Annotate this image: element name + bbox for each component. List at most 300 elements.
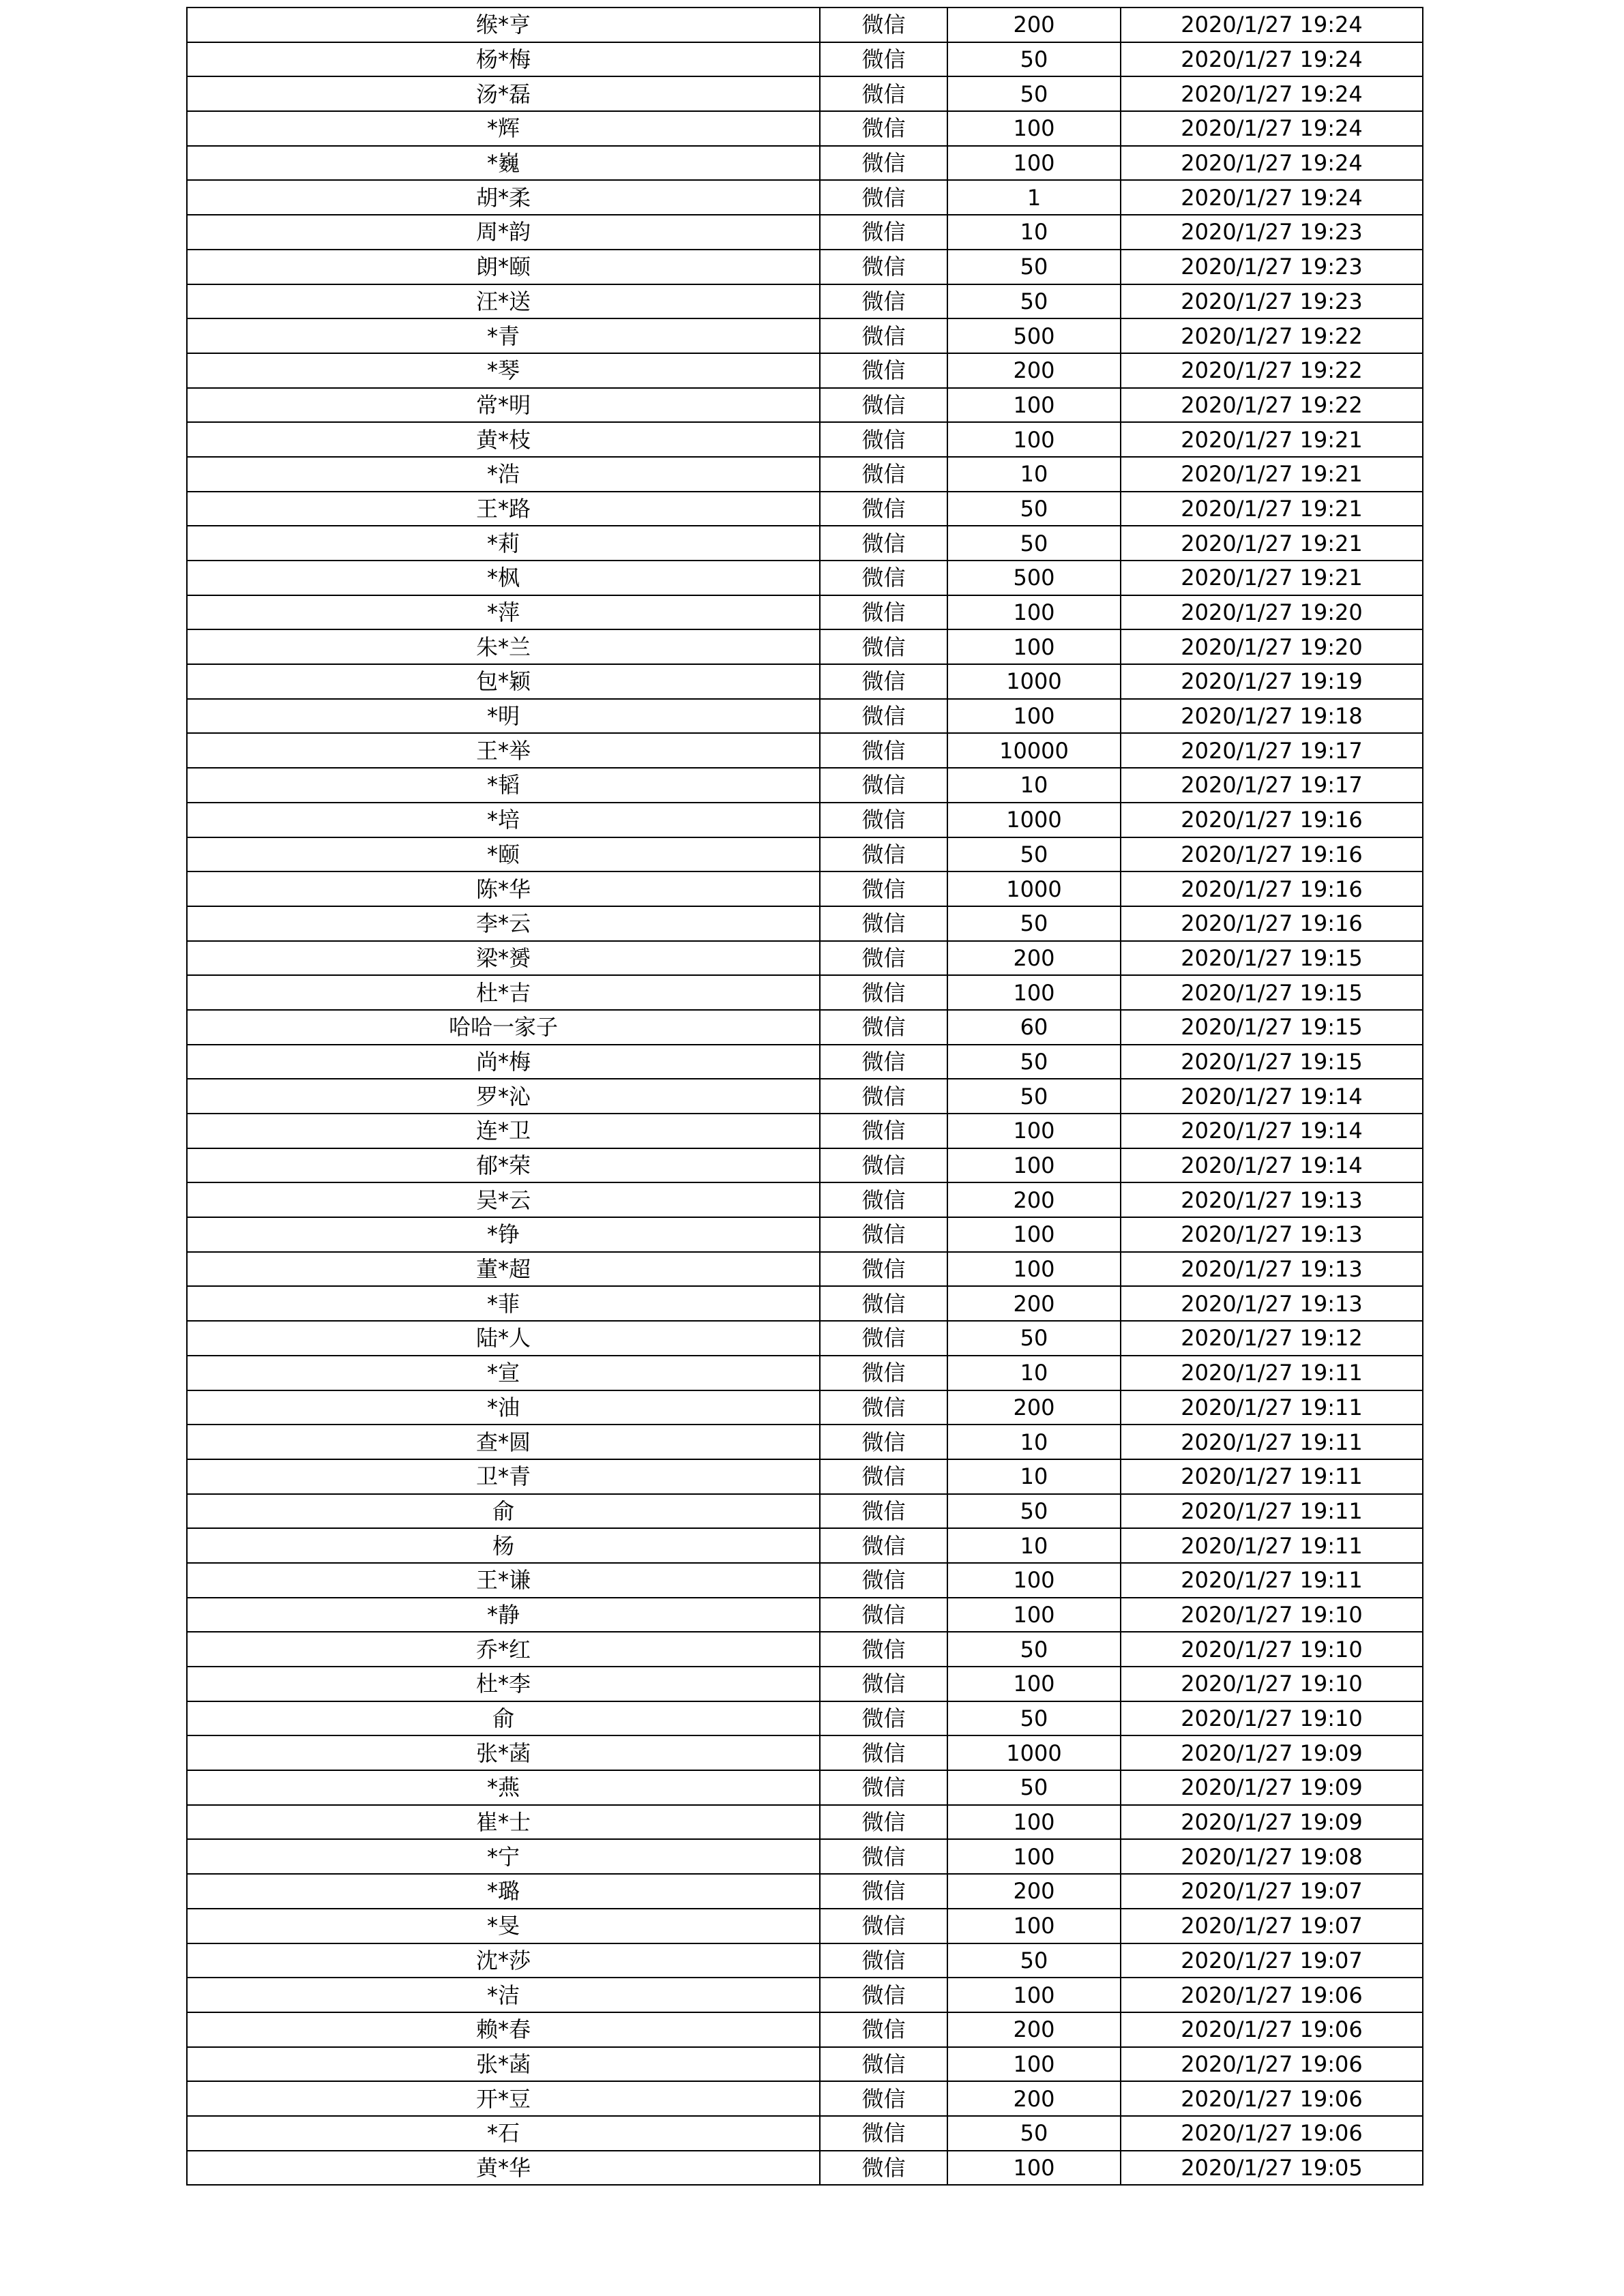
payment-method-cell: 微信 xyxy=(820,1874,947,1909)
payment-method-cell: 微信 xyxy=(820,595,947,630)
time-cell: 2020/1/27 19:21 xyxy=(1121,561,1423,595)
amount-cell: 100 xyxy=(947,1114,1121,1148)
amount-cell: 50 xyxy=(947,492,1121,526)
donor-name-cell: *颐 xyxy=(187,837,820,872)
donor-name-cell: 吴*云 xyxy=(187,1182,820,1217)
donor-name-cell: *燕 xyxy=(187,1770,820,1805)
time-cell: 2020/1/27 19:18 xyxy=(1121,699,1423,734)
amount-cell: 100 xyxy=(947,1839,1121,1874)
time-cell: 2020/1/27 19:24 xyxy=(1121,76,1423,111)
time-cell: 2020/1/27 19:15 xyxy=(1121,1045,1423,1079)
amount-cell: 100 xyxy=(947,1148,1121,1183)
payment-method-cell: 微信 xyxy=(820,1667,947,1701)
table-row xyxy=(187,526,1423,561)
amount-cell: 200 xyxy=(947,941,1121,976)
payment-method-cell: 微信 xyxy=(820,284,947,319)
donor-name-cell: 陈*华 xyxy=(187,871,820,906)
donor-name-cell: *铮 xyxy=(187,1217,820,1252)
payment-method-cell: 微信 xyxy=(820,941,947,976)
table-row xyxy=(187,388,1423,423)
payment-method-cell: 微信 xyxy=(820,42,947,77)
time-cell: 2020/1/27 19:24 xyxy=(1121,111,1423,146)
time-cell: 2020/1/27 19:11 xyxy=(1121,1356,1423,1390)
donor-name-cell: 汤*磊 xyxy=(187,76,820,111)
time-cell: 2020/1/27 19:09 xyxy=(1121,1770,1423,1805)
table-row xyxy=(187,1528,1423,1563)
time-cell: 2020/1/27 19:21 xyxy=(1121,457,1423,492)
table-row xyxy=(187,1148,1423,1183)
amount-cell: 50 xyxy=(947,1632,1121,1667)
donor-name-cell: 董*超 xyxy=(187,1252,820,1287)
payment-method-cell: 微信 xyxy=(820,733,947,768)
payment-method-cell: 微信 xyxy=(820,526,947,561)
table-row xyxy=(187,2116,1423,2151)
payment-method-cell: 微信 xyxy=(820,1425,947,1459)
donor-name-cell: *菲 xyxy=(187,1286,820,1321)
donor-name-cell: 常*明 xyxy=(187,388,820,423)
amount-cell: 1000 xyxy=(947,1735,1121,1770)
amount-cell: 10 xyxy=(947,1425,1121,1459)
donor-name-cell: *辉 xyxy=(187,111,820,146)
donor-name-cell: 朱*兰 xyxy=(187,629,820,664)
payment-method-cell: 微信 xyxy=(820,1735,947,1770)
amount-cell: 10 xyxy=(947,1356,1121,1390)
payment-method-cell: 微信 xyxy=(820,388,947,423)
table-row xyxy=(187,76,1423,111)
amount-cell: 50 xyxy=(947,1079,1121,1114)
table-row xyxy=(187,1252,1423,1287)
table-row xyxy=(187,1667,1423,1701)
table-row xyxy=(187,906,1423,941)
table-row xyxy=(187,1805,1423,1840)
payment-method-cell: 微信 xyxy=(820,1494,947,1529)
table-row xyxy=(187,871,1423,906)
time-cell: 2020/1/27 19:10 xyxy=(1121,1598,1423,1632)
amount-cell: 200 xyxy=(947,2012,1121,2047)
donor-name-cell: 杜*李 xyxy=(187,1667,820,1701)
table-row xyxy=(187,2151,1423,2186)
donor-name-cell: 卫*青 xyxy=(187,1459,820,1494)
payment-method-cell: 微信 xyxy=(820,1148,947,1183)
time-cell: 2020/1/27 19:23 xyxy=(1121,284,1423,319)
donor-name-cell: *萍 xyxy=(187,595,820,630)
payment-method-cell: 微信 xyxy=(820,318,947,353)
table-row xyxy=(187,699,1423,734)
table-row xyxy=(187,284,1423,319)
table-row xyxy=(187,1839,1423,1874)
payment-method-cell: 微信 xyxy=(820,906,947,941)
time-cell: 2020/1/27 19:22 xyxy=(1121,318,1423,353)
table-row xyxy=(187,1632,1423,1667)
donor-name-cell: 陆*人 xyxy=(187,1321,820,1356)
time-cell: 2020/1/27 19:07 xyxy=(1121,1874,1423,1909)
payment-method-cell: 微信 xyxy=(820,76,947,111)
payment-method-cell: 微信 xyxy=(820,1252,947,1287)
donor-name-cell: 沈*莎 xyxy=(187,1943,820,1978)
donor-name-cell: *枫 xyxy=(187,561,820,595)
table-row xyxy=(187,1390,1423,1425)
time-cell: 2020/1/27 19:11 xyxy=(1121,1425,1423,1459)
amount-cell: 100 xyxy=(947,1978,1121,2012)
donor-name-cell: 黄*华 xyxy=(187,2151,820,2186)
donor-name-cell: 俞 xyxy=(187,1494,820,1529)
table-row xyxy=(187,250,1423,284)
time-cell: 2020/1/27 19:10 xyxy=(1121,1701,1423,1736)
donor-name-cell: 乔*红 xyxy=(187,1632,820,1667)
time-cell: 2020/1/27 19:06 xyxy=(1121,2081,1423,2116)
table-row xyxy=(187,1459,1423,1494)
payment-method-cell: 微信 xyxy=(820,1563,947,1598)
amount-cell: 100 xyxy=(947,1563,1121,1598)
payment-method-cell: 微信 xyxy=(820,146,947,181)
donor-name-cell: 包*颖 xyxy=(187,664,820,699)
payment-method-cell: 微信 xyxy=(820,561,947,595)
donor-name-cell: 查*圆 xyxy=(187,1425,820,1459)
donor-name-cell: *宁 xyxy=(187,1839,820,1874)
time-cell: 2020/1/27 19:13 xyxy=(1121,1217,1423,1252)
payment-method-cell: 微信 xyxy=(820,1459,947,1494)
amount-cell: 100 xyxy=(947,629,1121,664)
table-row xyxy=(187,837,1423,872)
table-row xyxy=(187,1701,1423,1736)
amount-cell: 500 xyxy=(947,561,1121,595)
payment-method-cell: 微信 xyxy=(820,1286,947,1321)
donor-name-cell: 黄*枝 xyxy=(187,422,820,457)
table-row xyxy=(187,1079,1423,1114)
payment-method-cell: 微信 xyxy=(820,1079,947,1114)
donor-name-cell: *韬 xyxy=(187,768,820,803)
payment-method-cell: 微信 xyxy=(820,1010,947,1045)
donor-name-cell: *洁 xyxy=(187,1978,820,2012)
payment-method-cell: 微信 xyxy=(820,215,947,250)
payment-method-cell: 微信 xyxy=(820,699,947,734)
donor-name-cell: 连*卫 xyxy=(187,1114,820,1148)
time-cell: 2020/1/27 19:22 xyxy=(1121,353,1423,388)
time-cell: 2020/1/27 19:06 xyxy=(1121,1978,1423,2012)
payment-method-cell: 微信 xyxy=(820,180,947,215)
amount-cell: 100 xyxy=(947,975,1121,1010)
payment-method-cell: 微信 xyxy=(820,111,947,146)
amount-cell: 50 xyxy=(947,2116,1121,2151)
table-row xyxy=(187,768,1423,803)
donor-name-cell: 俞 xyxy=(187,1701,820,1736)
time-cell: 2020/1/27 19:10 xyxy=(1121,1632,1423,1667)
payment-method-cell: 微信 xyxy=(820,975,947,1010)
donor-name-cell: *静 xyxy=(187,1598,820,1632)
time-cell: 2020/1/27 19:16 xyxy=(1121,803,1423,837)
time-cell: 2020/1/27 19:11 xyxy=(1121,1494,1423,1529)
table-row xyxy=(187,146,1423,181)
payment-method-cell: 微信 xyxy=(820,353,947,388)
amount-cell: 200 xyxy=(947,1286,1121,1321)
amount-cell: 50 xyxy=(947,1494,1121,1529)
amount-cell: 200 xyxy=(947,2081,1121,2116)
table-row xyxy=(187,629,1423,664)
time-cell: 2020/1/27 19:21 xyxy=(1121,526,1423,561)
payment-method-cell: 微信 xyxy=(820,629,947,664)
table-row xyxy=(187,1286,1423,1321)
time-cell: 2020/1/27 19:22 xyxy=(1121,388,1423,423)
time-cell: 2020/1/27 19:09 xyxy=(1121,1805,1423,1840)
amount-cell: 100 xyxy=(947,699,1121,734)
time-cell: 2020/1/27 19:14 xyxy=(1121,1079,1423,1114)
amount-cell: 200 xyxy=(947,353,1121,388)
table-row xyxy=(187,733,1423,768)
time-cell: 2020/1/27 19:16 xyxy=(1121,906,1423,941)
time-cell: 2020/1/27 19:24 xyxy=(1121,42,1423,77)
time-cell: 2020/1/27 19:24 xyxy=(1121,8,1423,42)
table-row xyxy=(187,1494,1423,1529)
payment-method-cell: 微信 xyxy=(820,1217,947,1252)
payment-method-cell: 微信 xyxy=(820,1182,947,1217)
amount-cell: 50 xyxy=(947,1770,1121,1805)
time-cell: 2020/1/27 19:06 xyxy=(1121,2012,1423,2047)
table-row xyxy=(187,664,1423,699)
table-row xyxy=(187,111,1423,146)
time-cell: 2020/1/27 19:13 xyxy=(1121,1182,1423,1217)
donor-name-cell: *巍 xyxy=(187,146,820,181)
time-cell: 2020/1/27 19:08 xyxy=(1121,1839,1423,1874)
table-row xyxy=(187,8,1423,42)
payment-method-cell: 微信 xyxy=(820,8,947,42)
donor-name-cell: 开*豆 xyxy=(187,2081,820,2116)
payment-method-cell: 微信 xyxy=(820,1839,947,1874)
table-row xyxy=(187,1425,1423,1459)
donor-name-cell: *浩 xyxy=(187,457,820,492)
table-row xyxy=(187,492,1423,526)
time-cell: 2020/1/27 19:11 xyxy=(1121,1390,1423,1425)
time-cell: 2020/1/27 19:06 xyxy=(1121,2047,1423,2082)
amount-cell: 50 xyxy=(947,1701,1121,1736)
payment-method-cell: 微信 xyxy=(820,1528,947,1563)
payment-method-cell: 微信 xyxy=(820,1045,947,1079)
amount-cell: 100 xyxy=(947,1667,1121,1701)
table-row xyxy=(187,561,1423,595)
time-cell: 2020/1/27 19:16 xyxy=(1121,871,1423,906)
amount-cell: 50 xyxy=(947,250,1121,284)
table-row xyxy=(187,353,1423,388)
table-row xyxy=(187,1010,1423,1045)
table-row xyxy=(187,1563,1423,1598)
time-cell: 2020/1/27 19:11 xyxy=(1121,1563,1423,1598)
donor-name-cell: *旻 xyxy=(187,1909,820,1943)
donor-name-cell: 崔*士 xyxy=(187,1805,820,1840)
table-row xyxy=(187,803,1423,837)
amount-cell: 100 xyxy=(947,2047,1121,2082)
table-row xyxy=(187,2012,1423,2047)
donor-name-cell: 张*菡 xyxy=(187,2047,820,2082)
donor-name-cell: 杨 xyxy=(187,1528,820,1563)
time-cell: 2020/1/27 19:15 xyxy=(1121,941,1423,976)
table-row xyxy=(187,2047,1423,2082)
donor-name-cell: *培 xyxy=(187,803,820,837)
time-cell: 2020/1/27 19:07 xyxy=(1121,1909,1423,1943)
table-row xyxy=(187,1874,1423,1909)
table-row xyxy=(187,2081,1423,2116)
amount-cell: 50 xyxy=(947,284,1121,319)
amount-cell: 50 xyxy=(947,837,1121,872)
time-cell: 2020/1/27 19:11 xyxy=(1121,1528,1423,1563)
donor-name-cell: 罗*沁 xyxy=(187,1079,820,1114)
donor-name-cell: 梁*赟 xyxy=(187,941,820,976)
amount-cell: 100 xyxy=(947,388,1121,423)
time-cell: 2020/1/27 19:23 xyxy=(1121,250,1423,284)
amount-cell: 100 xyxy=(947,1598,1121,1632)
donor-name-cell: 胡*柔 xyxy=(187,180,820,215)
amount-cell: 100 xyxy=(947,2151,1121,2186)
payment-method-cell: 微信 xyxy=(820,2012,947,2047)
donor-name-cell: *油 xyxy=(187,1390,820,1425)
amount-cell: 200 xyxy=(947,1390,1121,1425)
amount-cell: 1000 xyxy=(947,871,1121,906)
donor-name-cell: *琴 xyxy=(187,353,820,388)
amount-cell: 100 xyxy=(947,595,1121,630)
amount-cell: 50 xyxy=(947,1943,1121,1978)
time-cell: 2020/1/27 19:12 xyxy=(1121,1321,1423,1356)
amount-cell: 100 xyxy=(947,1909,1121,1943)
table-row xyxy=(187,941,1423,976)
table-row xyxy=(187,1909,1423,1943)
donation-table-body xyxy=(187,8,1423,2185)
table-row xyxy=(187,975,1423,1010)
table-row xyxy=(187,1182,1423,1217)
table-row xyxy=(187,318,1423,353)
time-cell: 2020/1/27 19:15 xyxy=(1121,1010,1423,1045)
amount-cell: 10 xyxy=(947,1528,1121,1563)
donor-name-cell: 哈哈一家子 xyxy=(187,1010,820,1045)
table-row xyxy=(187,215,1423,250)
time-cell: 2020/1/27 19:20 xyxy=(1121,595,1423,630)
amount-cell: 100 xyxy=(947,1217,1121,1252)
time-cell: 2020/1/27 19:09 xyxy=(1121,1735,1423,1770)
amount-cell: 100 xyxy=(947,146,1121,181)
amount-cell: 50 xyxy=(947,526,1121,561)
time-cell: 2020/1/27 19:19 xyxy=(1121,664,1423,699)
amount-cell: 60 xyxy=(947,1010,1121,1045)
payment-method-cell: 微信 xyxy=(820,768,947,803)
donor-name-cell: 朗*颐 xyxy=(187,250,820,284)
amount-cell: 50 xyxy=(947,906,1121,941)
donor-name-cell: 缑*亨 xyxy=(187,8,820,42)
amount-cell: 50 xyxy=(947,1321,1121,1356)
amount-cell: 50 xyxy=(947,42,1121,77)
payment-method-cell: 微信 xyxy=(820,664,947,699)
payment-method-cell: 微信 xyxy=(820,2047,947,2082)
payment-method-cell: 微信 xyxy=(820,250,947,284)
donor-name-cell: 郁*荣 xyxy=(187,1148,820,1183)
time-cell: 2020/1/27 19:21 xyxy=(1121,422,1423,457)
payment-method-cell: 微信 xyxy=(820,457,947,492)
payment-method-cell: 微信 xyxy=(820,422,947,457)
payment-method-cell: 微信 xyxy=(820,492,947,526)
table-row xyxy=(187,1735,1423,1770)
table-row xyxy=(187,1978,1423,2012)
amount-cell: 1000 xyxy=(947,664,1121,699)
donor-name-cell: 汪*送 xyxy=(187,284,820,319)
payment-method-cell: 微信 xyxy=(820,1390,947,1425)
donor-name-cell: 尚*梅 xyxy=(187,1045,820,1079)
donor-name-cell: 张*菡 xyxy=(187,1735,820,1770)
table-row xyxy=(187,1598,1423,1632)
payment-method-cell: 微信 xyxy=(820,2116,947,2151)
payment-method-cell: 微信 xyxy=(820,2081,947,2116)
time-cell: 2020/1/27 19:23 xyxy=(1121,215,1423,250)
table-row xyxy=(187,1045,1423,1079)
payment-method-cell: 微信 xyxy=(820,1805,947,1840)
table-row xyxy=(187,180,1423,215)
payment-method-cell: 微信 xyxy=(820,803,947,837)
table-row xyxy=(187,1217,1423,1252)
amount-cell: 100 xyxy=(947,1805,1121,1840)
payment-method-cell: 微信 xyxy=(820,1943,947,1978)
payment-method-cell: 微信 xyxy=(820,1598,947,1632)
time-cell: 2020/1/27 19:10 xyxy=(1121,1667,1423,1701)
donor-name-cell: 王*举 xyxy=(187,733,820,768)
donor-name-cell: 周*韵 xyxy=(187,215,820,250)
amount-cell: 200 xyxy=(947,1874,1121,1909)
payment-method-cell: 微信 xyxy=(820,837,947,872)
amount-cell: 500 xyxy=(947,318,1121,353)
donor-name-cell: 李*云 xyxy=(187,906,820,941)
donor-name-cell: 王*谦 xyxy=(187,1563,820,1598)
donor-name-cell: *青 xyxy=(187,318,820,353)
donation-ledger-sheet xyxy=(186,7,1422,2186)
amount-cell: 200 xyxy=(947,8,1121,42)
payment-method-cell: 微信 xyxy=(820,1909,947,1943)
table-row xyxy=(187,422,1423,457)
payment-method-cell: 微信 xyxy=(820,1701,947,1736)
table-row xyxy=(187,1321,1423,1356)
time-cell: 2020/1/27 19:15 xyxy=(1121,975,1423,1010)
time-cell: 2020/1/27 19:11 xyxy=(1121,1459,1423,1494)
amount-cell: 100 xyxy=(947,1252,1121,1287)
payment-method-cell: 微信 xyxy=(820,1978,947,2012)
donor-name-cell: *莉 xyxy=(187,526,820,561)
time-cell: 2020/1/27 19:06 xyxy=(1121,2116,1423,2151)
table-row xyxy=(187,1114,1423,1148)
amount-cell: 10 xyxy=(947,768,1121,803)
donor-name-cell: *宣 xyxy=(187,1356,820,1390)
amount-cell: 50 xyxy=(947,1045,1121,1079)
time-cell: 2020/1/27 19:17 xyxy=(1121,733,1423,768)
table-row xyxy=(187,1943,1423,1978)
time-cell: 2020/1/27 19:16 xyxy=(1121,837,1423,872)
payment-method-cell: 微信 xyxy=(820,871,947,906)
table-row xyxy=(187,1770,1423,1805)
donor-name-cell: 王*路 xyxy=(187,492,820,526)
time-cell: 2020/1/27 19:17 xyxy=(1121,768,1423,803)
payment-method-cell: 微信 xyxy=(820,1770,947,1805)
amount-cell: 1 xyxy=(947,180,1121,215)
amount-cell: 200 xyxy=(947,1182,1121,1217)
time-cell: 2020/1/27 19:24 xyxy=(1121,180,1423,215)
donor-name-cell: 杨*梅 xyxy=(187,42,820,77)
amount-cell: 100 xyxy=(947,111,1121,146)
donor-name-cell: 赖*春 xyxy=(187,2012,820,2047)
amount-cell: 1000 xyxy=(947,803,1121,837)
time-cell: 2020/1/27 19:14 xyxy=(1121,1148,1423,1183)
time-cell: 2020/1/27 19:14 xyxy=(1121,1114,1423,1148)
donor-name-cell: *璐 xyxy=(187,1874,820,1909)
time-cell: 2020/1/27 19:07 xyxy=(1121,1943,1423,1978)
payment-method-cell: 微信 xyxy=(820,1114,947,1148)
table-row xyxy=(187,1356,1423,1390)
donor-name-cell: *明 xyxy=(187,699,820,734)
amount-cell: 10000 xyxy=(947,733,1121,768)
time-cell: 2020/1/27 19:21 xyxy=(1121,492,1423,526)
amount-cell: 100 xyxy=(947,422,1121,457)
payment-method-cell: 微信 xyxy=(820,1321,947,1356)
